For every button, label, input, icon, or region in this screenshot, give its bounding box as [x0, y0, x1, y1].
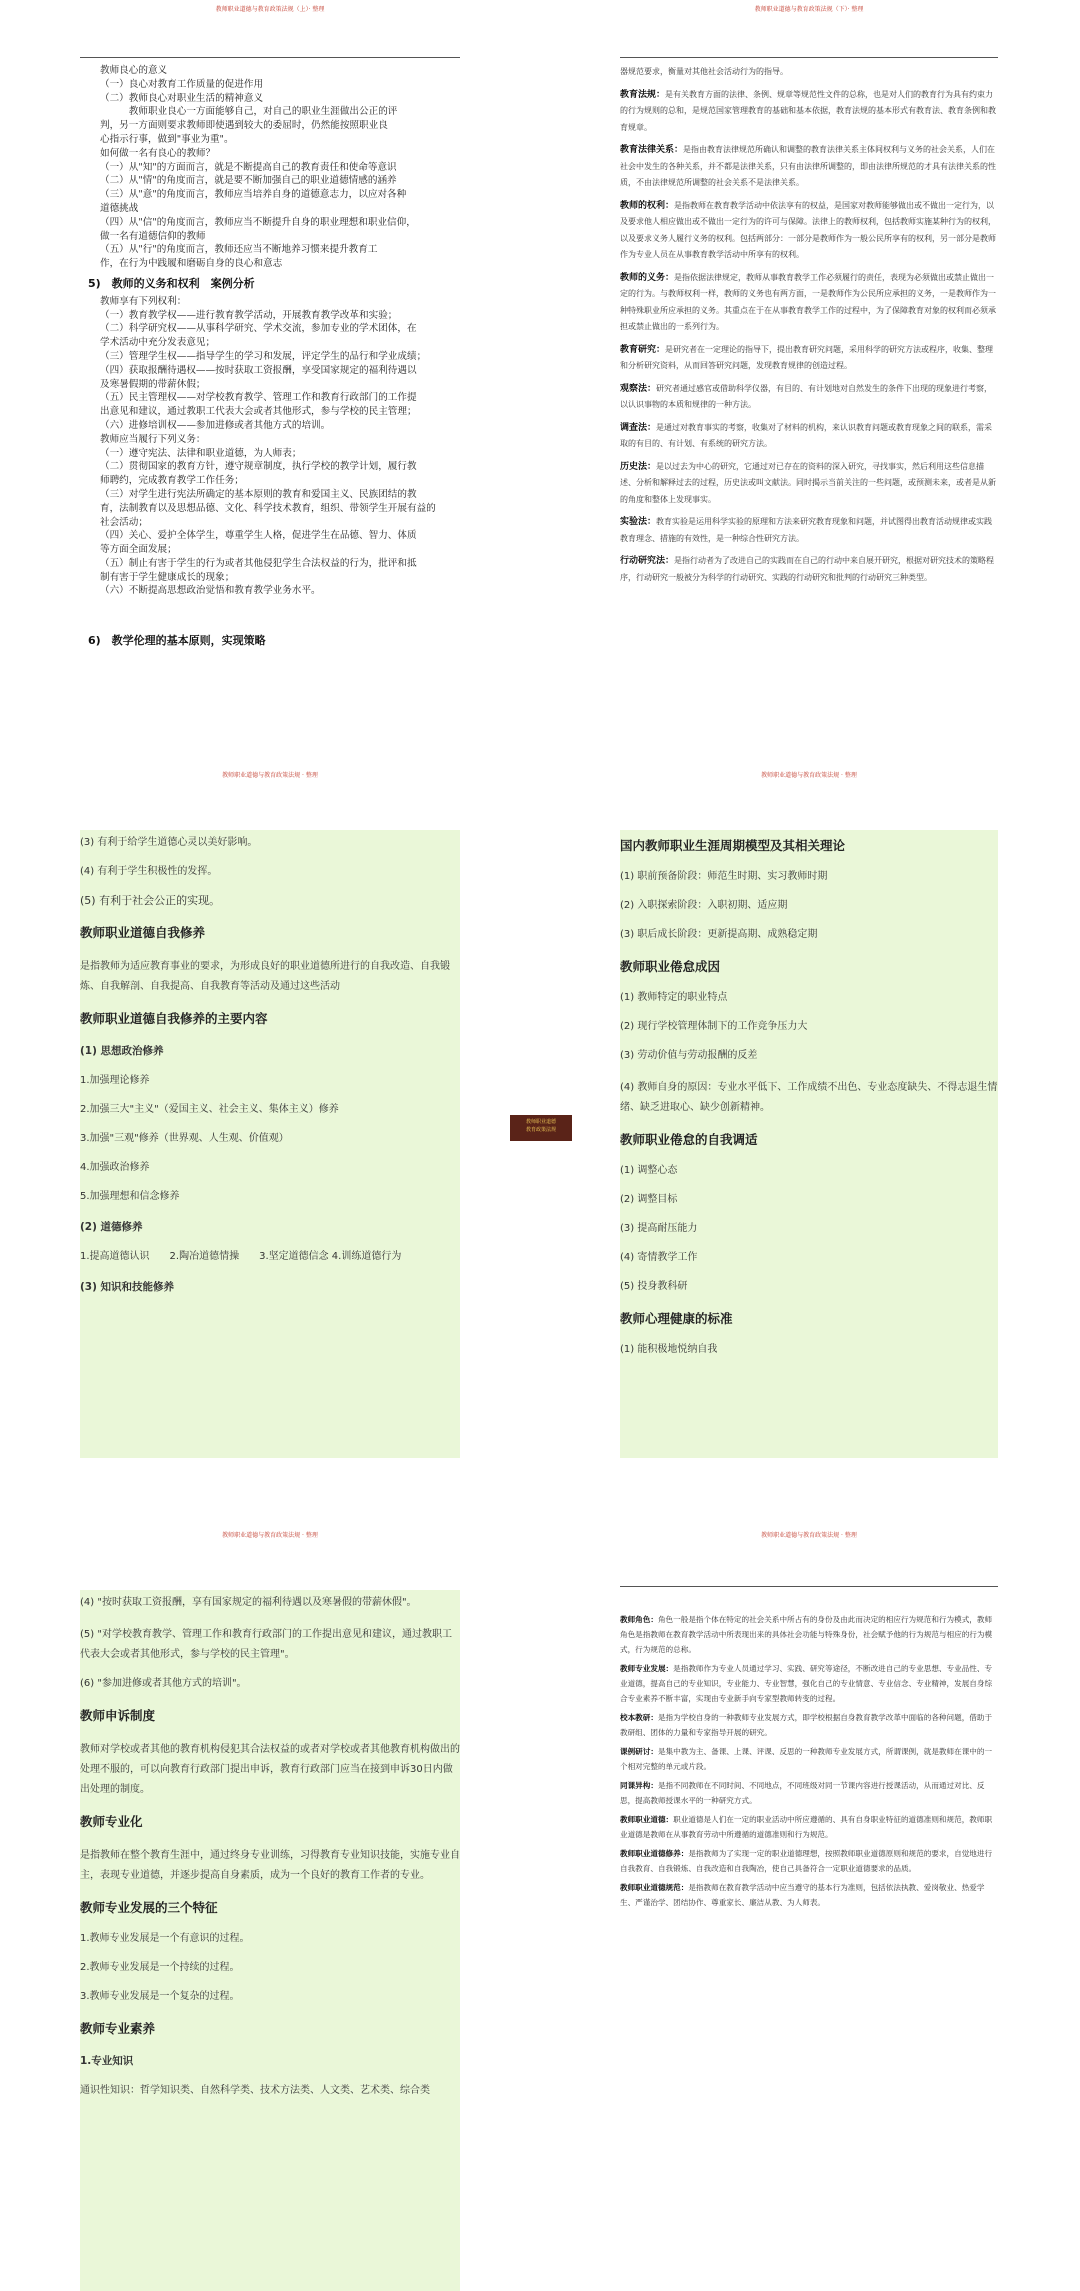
paragraph: 是指教师为适应教育事业的要求，为形成良好的职业道德所进行的自我改造、自我锻炼、自我解剖、自我提高、自我教育等活动及通过这些活动 [80, 961, 450, 992]
text-line: （四）关心、爱护全体学生，尊重学生人格，促进学生在品德、智力、体质 [100, 530, 417, 542]
text-line: 等方面全面发展； [100, 544, 177, 556]
term-label: 教师职业道德规范： [620, 1883, 689, 1892]
term-definition: 是通过对教育事实的考察，收集对了材料的机构，来认识教育问题或教育现象之间的联系，需采取的有目的、有计划、有系统的研究方法。 [620, 422, 993, 448]
document-page-4 [620, 760, 998, 1460]
paragraph-block-conscience [100, 64, 460, 271]
term-label: 教师的义务： [620, 272, 675, 283]
term-label: 实验法： [620, 517, 657, 527]
text-line: （五）从"行"的角度而言，教师还应当不断地养习惯来提升教育工 [100, 244, 378, 256]
term-definition: 是以过去为中心的研究，它通过对已存在的资料的深入研究，寻找事实，然后利用这些信息描述、分析和解释过去的过程，历史法或叫文献法。同时揭示当前关注的一些问题，或预测未来，或者是从新的角度和整体上发现事实。 [620, 461, 996, 504]
section-heading: 教师心理健康的标准 [620, 1311, 733, 1326]
list-item: (3) 提高耐压能力 [620, 1223, 698, 1234]
text-line: 判，另一方面则要求教师即使遇到较大的委屈时，仍然能按照职业良 [100, 120, 388, 132]
term-definition: 是指教师在教育教学活动中依法享有的权益，是国家对教师能够做出或不做出一定行为，以及要求他人相应做出或不做出一定行为的许可与保障。法律上的教师权利，包括教师实施某种行为的权利，以及要求义务人履行义务的权利。包括两部分：一部分是教师作为一般公民所享有的权利，另一部分是教师作为专业人员在从事教育教学活动中所享有的权利。 [620, 200, 996, 259]
document-page-3 [80, 760, 460, 1460]
section-heading: 教师职业倦怠成因 [620, 959, 721, 974]
text-line: （二）科学研究权——从事科学研究、学术交流，参加专业的学术团体，在 [100, 323, 417, 335]
text-line: 学术活动中充分发表意见； [100, 337, 216, 349]
text-line: 如何做一名有良心的教师？ [100, 147, 216, 159]
term-label: 课例研讨： [620, 1747, 658, 1756]
highlighted-content [80, 830, 460, 1458]
text-line: （一）教育教学权——进行教育教学活动，开展教育教学改革和实验； [100, 309, 398, 321]
text-line: （一）遵守宪法、法律和职业道德，为人师表； [100, 447, 302, 459]
sub-heading: (3) 知识和技能修养 [80, 1281, 175, 1293]
text-line: （三）从"意"的角度而言，教师应当培养自身的道德意志力，以应对各种 [100, 189, 407, 201]
section-heading: 教师专业素养 [80, 2021, 156, 2036]
text-line: 及寒暑假期的带薪休假； [100, 378, 206, 390]
term-label: 同课异构： [620, 1781, 658, 1790]
page-header: 教师职业道德与教育政策法规 · 整理 [222, 772, 318, 779]
term-definition: 是有关教育方面的法律、条例、规章等规范性文件的总称，也是对人们的教育行为具有约束力的行为规则的总和，是规范国家管理教育的基础和基本依据，教育法规的基本形式有教育法、教育条例和教育规章。 [620, 89, 996, 132]
text-line: （五）民主管理权——对学校教育教学、管理工作和教育行政部门的工作提 [100, 392, 417, 404]
text-line: 育，法制教育以及思想品德、文化、科学技术教育，组织、带领学生开展有益的 [100, 502, 436, 514]
list-item: 2.加强三大"主义"（爱国主义、社会主义、集体主义）修养 [80, 1104, 339, 1115]
list-item: (1) 能积极地悦纳自我 [620, 1344, 718, 1355]
text-line: （三）管理学生权——指导学生的学习和发展，评定学生的品行和学业成绩； [100, 350, 427, 362]
page-header: 教师职业道德与教育政策法规 · 整理 [761, 1532, 857, 1539]
list-item: (1) 调整心态 [620, 1165, 678, 1176]
definition-entry [620, 1812, 998, 1842]
definition-entry [620, 1661, 998, 1706]
section-heading: 国内教师职业生涯周期模型及其相关理论 [620, 838, 846, 853]
term-label: 教师专业发展： [620, 1664, 674, 1673]
text-line: （三）对学生进行宪法所确定的基本原则的教育和爱国主义、民族团结的教 [100, 488, 417, 500]
list-item: 5.加强理想和信念修养 [80, 1191, 180, 1202]
paragraph: (5) "对学校教育教学、管理工作和教育行政部门的工作提出意见和建议，通过教职工代表大会或者其他形式，参与学校的民主管理"。 [80, 1629, 452, 1660]
definition-entry [620, 1744, 998, 1774]
list-item: 1.提高道德认识 2.陶冶道德情操 3.坚定道德信念 4.训练道德行为 [80, 1251, 402, 1262]
list-item: (3) 有利于给学生道德心灵以美好影响。 [80, 837, 258, 848]
definition-entry [620, 198, 998, 264]
paragraph: (4) 教师自身的原因：专业水平低下、工作成绩不出色、专业态度缺失、不得志退生情绪、缺乏进取心、缺少创新精神。 [620, 1082, 998, 1113]
text-line: 做一名有道德信仰的教师 [100, 230, 206, 242]
text-line: （一）良心对教育工作质量的促进作用 [100, 78, 264, 90]
text-line: （六）进修培训权——参加进修或者其他方式的培训。 [100, 419, 331, 431]
list-item: (4) 寄情教学工作 [620, 1252, 698, 1263]
term-definition: 是指行动者为了改进自己的实践而在自己的行动中来自展开研究，根据对研究技术的策略程序，行动研究一般被分为科学的行动研究、实践的行动研究和批判的行动研究三种类型。 [620, 556, 995, 582]
term-label: 教育研究： [620, 344, 666, 355]
definition-entry [620, 420, 998, 453]
section-heading: 教师申诉制度 [80, 1708, 156, 1723]
document-page-2 [620, 0, 998, 740]
term-definition: 是研究者在一定理论的指导下，提出教育研究问题，采用科学的研究方法或程序，收集、整理和分析研究资料，从而回答研究问题，发现教育规律的创造过程。 [620, 344, 994, 370]
list-item: (4) "按时获取工资报酬，享有国家规定的福利待遇以及寒暑假的带薪休假"。 [80, 1597, 417, 1608]
text-line: 心指示行事，做到"事业为重"。 [100, 133, 234, 145]
list-item: 4.加强政治修养 [80, 1162, 150, 1173]
list-item: (3) 职后成长阶段：更新提高期、成熟稳定期 [620, 929, 818, 940]
list-item: 2.教师专业发展是一个持续的过程。 [80, 1962, 240, 1973]
term-label: 教师职业道德： [620, 1815, 674, 1824]
term-definition: 是指教师作为专业人员通过学习、实践、研究等途径，不断改进自己的专业思想、专业品性、专业道德，提高自己的专业知识，专业能力、专业智慧，强化自己的专业情意、专业信念、专业精神，发展自身综合专业素养不断丰富，实现由专业新手向专家型教师转变的过程。 [620, 1664, 993, 1703]
logo-text: 教师职业道德 教育政策法规 [525, 1119, 556, 1133]
term-definition: 研究者通过感官或借助科学仪器，有目的、有计划地对自然发生的条件下出现的现象进行考察，以认识事物的本质和规律的一种方法。 [620, 383, 993, 409]
definition-entry [620, 1710, 998, 1740]
text-line: （二）教师良心对职业生活的精神意义 [100, 92, 264, 104]
term-definition: 是集中教为主、备课、上课、评课、反思的一种教师专业发展方式，所谓课例，就是教师在课中的一个相对完整的单元或片段。 [620, 1747, 993, 1771]
section-heading: 教师专业发展的三个特征 [80, 1900, 218, 1915]
list-item: 3.加强"三观"修养（世界观、人生观、价值观） [80, 1133, 289, 1144]
page-body [620, 64, 998, 592]
section-heading-6: 6) 教学伦理的基本原则，实现策略 [88, 634, 266, 648]
list-item: (4) 有利于学生积极性的发挥。 [80, 866, 218, 877]
term-definition: 教育实验是运用科学实验的原理和方法来研究教育现象和问题，并试图得出教育活动规律或实践教育理念、措施的有效性，是一种综合性研究方法。 [620, 517, 993, 543]
term-definition: 是指教师在教育教学活动中应当遵守的基本行为准则，包括依法执教、爱岗敬业、热爱学生、严谨治学、团结协作、尊重家长、廉洁从教、为人师表。 [620, 1883, 985, 1907]
definition-entry [620, 87, 998, 137]
text-line: （二）贯彻国家的教育方针，遵守规章制度，执行学校的教学计划，履行教 [100, 461, 417, 473]
sub-heading: (1) 思想政治修养 [80, 1045, 164, 1057]
list-item: (5) 投身教科研 [620, 1281, 688, 1292]
list-item: 1.加强理论修养 [80, 1075, 150, 1086]
paragraph-block-rights-duties [100, 295, 460, 599]
list-item: (1) 职前预备阶段：师范生时期、实习教师时期 [620, 871, 828, 882]
sub-heading: 1.专业知识 [80, 2055, 134, 2067]
section-heading-5: 5) 教师的义务和权利 案例分析 [88, 276, 255, 290]
list-item: (2) 入职探索阶段：入职初期、适应期 [620, 900, 788, 911]
paragraph: 教师对学校或者其他的教育机构侵犯其合法权益的或者对学校或者其他教育机构做出的处理不服的，可以向教育行政部门提出申诉，教育行政部门应当在接到申诉30日内做出处理的制度。 [80, 1744, 460, 1795]
list-item: (1) 教师特定的职业特点 [620, 992, 728, 1003]
highlighted-content [80, 1590, 460, 2291]
term-definition: 职业道德是人们在一定的职业活动中所应遵循的、具有自身职业特征的道德准则和规范，教师职业道德是教师在从事教育劳动中所遵循的道德准则和行为规范。 [620, 1815, 993, 1839]
text-line: 教师职业良心一方面能够自己，对自己的职业生涯做出公正的评 [100, 106, 398, 118]
list-item: (2) 现行学校管理体制下的工作竞争压力大 [620, 1021, 808, 1032]
term-label: 教育法规： [620, 89, 666, 100]
text-line: （二）从"情"的角度而言，就是要不断加强自己的职业道德情感的涵养 [100, 175, 397, 187]
definition-entry [620, 381, 998, 414]
text-line: 制有害于学生健康成长的现象； [100, 571, 235, 583]
term-label: 行动研究法： [620, 556, 675, 566]
term-definition: 角色一般是指个体在特定的社会关系中所占有的身份及由此而决定的相应行为规范和行为模式，教师角色是指教师在教育教学活动中所表现出来的具体社会功能与特殊身份，社会赋予他的行为规范与相应的行为模式，行为规范的总称。 [620, 1615, 993, 1654]
term-label: 教师的权利： [620, 200, 675, 211]
page-body [88, 64, 460, 652]
term-definition: 器规范要求，衡量对其他社会活动行为的指导。 [620, 67, 788, 76]
text-line: 教师良心的意义 [100, 65, 168, 76]
header-rule [80, 57, 460, 58]
sub-heading: (2) 道德修养 [80, 1221, 143, 1233]
definition-entry [620, 1846, 998, 1876]
term-definition: 是指为学校自身的一种教师专业发展方式，即学校根据自身教育教学改革中面临的各种问题，借助于教研组、团体的力量和专家指导开展的研究。 [620, 1713, 993, 1737]
term-definition: 是指教师为了实现一定的职业道德理想，按照教师职业道德原则和规范的要求，自觉地进行自我教育、自我锻炼、自我改造和自我陶冶，使自己具备符合一定职业道德要求的品质。 [620, 1849, 993, 1873]
definition-entry [620, 142, 998, 192]
paragraph: 是指教师在整个教育生涯中，通过终身专业训练，习得教育专业知识技能，实施专业自主，表现专业道德，并逐步提高自身素质，成为一个良好的教育工作者的专业。 [80, 1850, 460, 1881]
definition-entry [620, 1880, 998, 1910]
text-line: 教师享有下列权利： [100, 295, 187, 307]
text-line: 道德挑战 [100, 202, 139, 214]
text-line: （四）获取报酬待遇权——按时获取工资报酬，享受国家规定的福利待遇以 [100, 364, 417, 376]
term-label: 教师角色： [620, 1615, 658, 1624]
definition-entry [620, 514, 998, 547]
definition-entry [620, 553, 998, 586]
document-page-5 [80, 1520, 460, 2291]
list-item: (3) 劳动价值与劳动报酬的反差 [620, 1050, 758, 1061]
text-line: 教师应当履行下列义务： [100, 433, 206, 445]
list-item: (6) "参加进修或者其他方式的培训"。 [80, 1678, 247, 1689]
list-item: 3.教师专业发展是一个复杂的过程。 [80, 1991, 240, 2002]
definition-entry [620, 1778, 998, 1808]
section-heading: 教师职业道德自我修养 [80, 925, 206, 940]
term-label: 观察法： [620, 383, 657, 394]
document-page-1 [80, 0, 460, 740]
text-line: （六）不断提高思想政治觉悟和教育教学业务水平。 [100, 585, 321, 597]
page-header: 教师职业道德与教育政策法规 · 整理 [761, 772, 857, 779]
section-heading: 教师职业倦怠的自我调适 [620, 1132, 758, 1147]
definition-entry [620, 1612, 998, 1657]
text-line: 出意见和建议，通过教职工代表大会或者其他形式，参与学校的民主管理； [100, 406, 417, 418]
text-line: 师聘约，完成教育教学工作任务； [100, 475, 244, 487]
text-line: 社会活动； [100, 516, 148, 528]
text-line: （四）从"信"的角度而言，教师应当不断提升自身的职业理想和职业信仰， [100, 216, 416, 228]
list-item: 1.教师专业发展是一个有意识的过程。 [80, 1933, 250, 1944]
list-item: 通识性知识：哲学知识类、自然科学类、技术方法类、人文类、艺术类、综合类 [80, 2085, 430, 2096]
term-definition: 是指不同教师在不同时间、不同地点，不同班级对同一节课内容进行授课活动，从而通过对比、反思，提高教师授课水平的一种研究方式。 [620, 1781, 985, 1805]
term-definition: 是指依据法律规定，教师从事教育教学工作必须履行的责任，表现为必须做出或禁止做出一定的行为。与教师权利一样，教师的义务也有两方面，一是教师作为公民所应承担的义务，一是教师作为一种特殊职业所应承担的义务。其重点在于在从事教育教学工作的过程中，为了保障教育对象的权利而必须承担或禁止做出的一系列行为。 [620, 272, 996, 331]
text-line: （五）制止有害于学生的行为或者其他侵犯学生合法权益的行为，批评和抵 [100, 557, 417, 569]
page-header: 教师职业道德与教育政策法规 · 整理 [222, 1532, 318, 1539]
page-header: 教师职业道德与教育政策法规（上）· 整理 [215, 6, 325, 13]
header-rule [620, 57, 998, 58]
header-rule [620, 1586, 998, 1587]
term-definition: 是指由教育法律规范所确认和调整的教育法律关系主体间权利与义务的社会关系，人们在社会中发生的各种关系，并不都是法律关系，只有由法律所调整的，即由法律所规范的才具有法律关系的性质，不由法律规范所调整的社会关系不是法律关系。 [620, 145, 996, 187]
page-body [620, 1612, 998, 1914]
term-label: 调查法： [620, 422, 657, 433]
text-line: 作，在行为中践履和磨砺自身的良心和意志 [100, 258, 283, 270]
section-heading: 教师职业道德自我修养的主要内容 [80, 1011, 268, 1026]
term-label: 校本教研： [620, 1713, 658, 1722]
term-label: 教育法律关系： [620, 145, 684, 155]
text-line: （一）从"知"的方面而言，就是不断提高自己的教育责任和使命等意识 [100, 161, 397, 173]
document-page-6 [620, 1520, 998, 2291]
center-logo [510, 1115, 572, 1141]
term-label: 教师职业道德修养： [620, 1849, 689, 1858]
definition-entry [620, 342, 998, 375]
definition-entry [620, 270, 998, 336]
definition-entry [620, 64, 998, 81]
list-item: (5) 有利于社会公正的实现。 [80, 894, 221, 907]
term-label: 历史法： [620, 461, 657, 472]
section-heading: 教师专业化 [80, 1814, 143, 1829]
definition-entry [620, 459, 998, 509]
page-header: 教师职业道德与教育政策法规（下）· 整理 [754, 6, 864, 13]
highlighted-content [620, 830, 998, 1458]
list-item: (2) 调整目标 [620, 1194, 678, 1205]
